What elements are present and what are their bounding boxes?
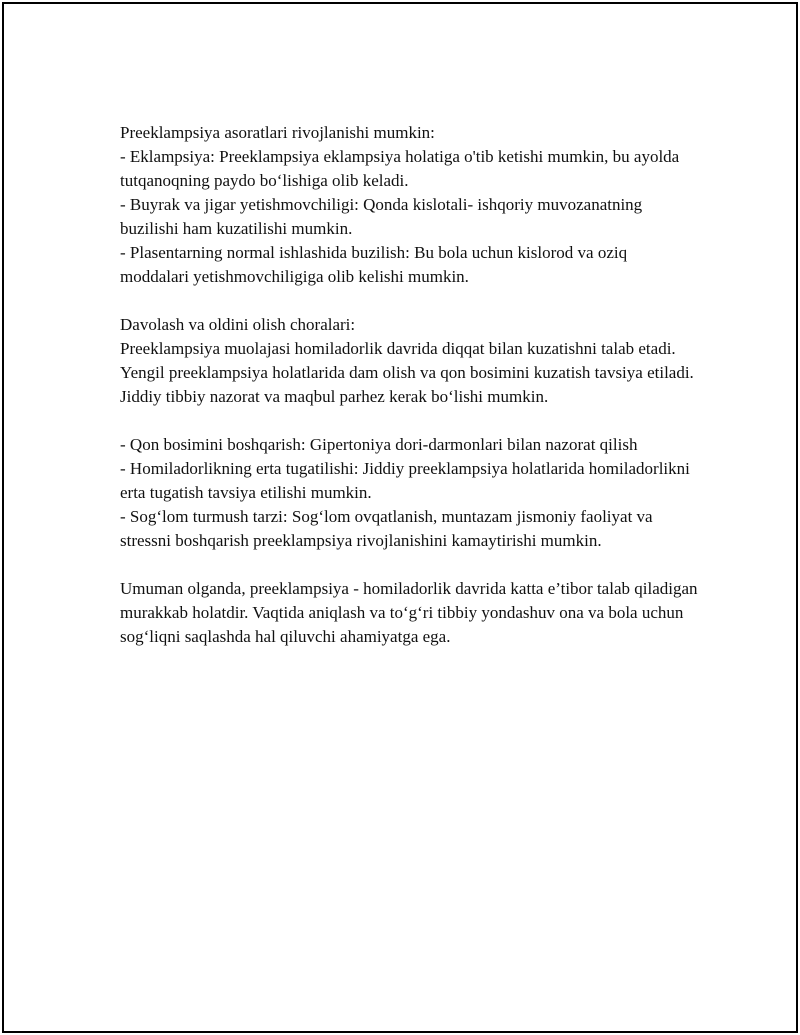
treatment-heading: Davolash va oldini olish choralari: bbox=[120, 315, 356, 334]
complication-item-placenta: - Plasentarning normal ishlashida buzilish: Bu bola uchun kislorod va oziq moddalari yetishmovchiligiga olib kelishi mumkin. bbox=[120, 243, 628, 286]
paragraph-spacer bbox=[120, 409, 700, 433]
complication-item-eclampsia: - Eklampsiya: Preeklampsiya eklampsiya holatiga o'tib ketishi mumkin, bu ayolda tutqanoqning paydo bo‘lishiga olib keladi. bbox=[120, 147, 680, 190]
complication-item-kidney-liver: - Buyrak va jigar yetishmovchiligi: Qonda kislotali- ishqoriy muvozanatning buzilishi ham kuzatilishi mumkin. bbox=[120, 195, 643, 238]
paragraph-spacer bbox=[120, 553, 700, 577]
treatment-item-healthy-lifestyle: - Sog‘lom turmush tarzi: Sog‘lom ovqatlanish, muntazam jismoniy faoliyat va stressni boshqarish preeklampsiya rivojlanishini kamaytirishi mumkin. bbox=[120, 507, 653, 550]
treatment-item-blood-pressure: - Qon bosimini boshqarish: Gipertoniya dori-darmonlari bilan nazorat qilish bbox=[120, 435, 638, 454]
document-body bbox=[120, 121, 700, 649]
treatment-item-early-termination: - Homiladorlikning erta tugatilishi: Jiddiy preeklampsiya holatlarida homiladorlikni erta tugatish tavsiya etilishi mumkin. bbox=[120, 459, 690, 502]
paragraph-spacer bbox=[120, 289, 700, 313]
complications-heading: Preeklampsiya asoratlari rivojlanishi mumkin: bbox=[120, 123, 435, 142]
document-page bbox=[2, 2, 798, 1033]
treatment-paragraph: Preeklampsiya muolajasi homiladorlik davrida diqqat bilan kuzatishni talab etadi. Yengil preeklampsiya holatlarida dam olish va qon bosimini kuzatish tavsiya etiladi. Jiddiy tibbiy nazorat va maqbul parhez kerak bo‘lishi mumkin. bbox=[120, 339, 694, 406]
conclusion-paragraph: Umuman olganda, preeklampsiya - homiladorlik davrida katta e’tibor talab qiladigan murakkab holatdir. Vaqtida aniqlash va to‘g‘ri tibbiy yondashuv ona va bola uchun sog‘liqni saqlashda hal qiluvchi ahamiyatga ega. bbox=[120, 579, 698, 646]
